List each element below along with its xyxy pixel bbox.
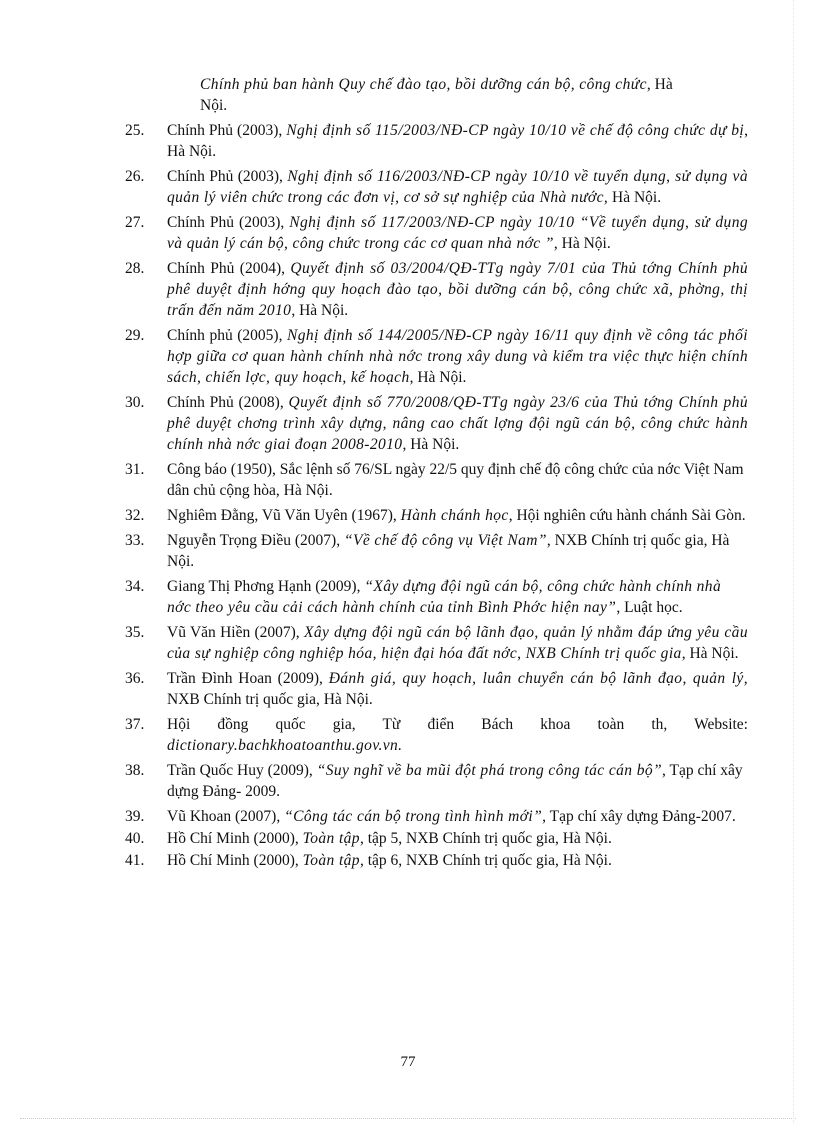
reference-title: dictionary.bachkhoatoanthu.gov.vn. [167, 737, 403, 754]
reference-author: Hồ Chí Minh (2000), [167, 852, 303, 869]
reference-tail: , Hà Nội. [409, 369, 467, 386]
reference-tail: , tập 6, NXB Chính trị quốc gia, Hà Nội. [359, 852, 612, 869]
page-number: 77 [400, 1054, 416, 1070]
reference-item [125, 576, 748, 618]
reference-title: Nghị định số 115/2003/NĐ-CP ngày 10/10 về chế độ công chức dự bị [286, 122, 745, 139]
page-bottom-divider [20, 1118, 796, 1119]
reference-author: Nghiêm Đằng, Vũ Văn Uyên (1967), [167, 507, 401, 524]
reference-number: 27. [125, 214, 145, 231]
reference-number: 31. [125, 461, 145, 478]
reference-title: “Công tác cán bộ trong tình hình mới” [284, 808, 543, 825]
reference-item [125, 120, 748, 162]
reference-title: Toàn tập [302, 852, 360, 869]
reference-tail: , tập 5, NXB Chính trị quốc gia, Hà Nội. [359, 830, 612, 847]
reference-tail: , Hà Nội. [402, 436, 460, 453]
reference-author: Hồ Chí Minh (2000), [167, 830, 303, 847]
reference-number: 38. [125, 762, 145, 779]
reference-number: 36. [125, 670, 145, 687]
reference-tail: , Hà Nội. [681, 645, 739, 662]
reference-author: Hội đồng quốc gia, Từ điển Bách khoa toàn th, Website: [167, 716, 748, 733]
reference-tail: , Tạp chí xây dựng Đảng- 2009. [167, 762, 743, 800]
reference-title: Đánh giá, quy hoạch, luân chuyển cán bộ lãnh đạo, quản lý, [328, 670, 748, 687]
reference-item [125, 258, 749, 321]
reference-number: 35. [125, 624, 145, 641]
reference-author: Nguyễn Trọng Điều (2007), [167, 532, 344, 549]
reference-title: Nghị định số 117/2003/NĐ-CP ngày 10/10 “Về tuyển dụng, sử dụng và quản lý cán bộ, công chức trong các cơ quan nhà nớc ” [167, 214, 749, 252]
reference-tail: , Hội nghiên cứu hành chánh Sài Gòn. [508, 507, 746, 524]
reference-item [125, 850, 748, 871]
reference-item [125, 166, 748, 208]
reference-item [125, 668, 748, 710]
reference-title: “Về chế độ công vụ Việt Nam” [343, 532, 547, 549]
reference-item [125, 806, 748, 827]
reference-number: 28. [125, 260, 145, 277]
reference-tail: , Hà Nội. [291, 302, 349, 319]
reference-author: Trần Đình Hoan (2009), [167, 670, 329, 687]
reference-number: 30. [125, 394, 145, 411]
reference-author: Chính Phủ (2003), [167, 122, 287, 139]
reference-number: 32. [125, 507, 145, 524]
reference-title: Nghị định số 116/2003/NĐ-CP ngày 10/10 về tuyển dụng, sử dụng và quản lý viên chức trong các đơn vị, cơ sở sự nghiệp của Nhà nước, [167, 168, 748, 206]
reference-number: 40. [125, 830, 145, 847]
reference-tail: , Tạp chí xây dựng Đảng-2007. [542, 808, 736, 825]
reference-title: Nghị định số 144/2005/NĐ-CP ngày 16/11 quy định về công tác phối hợp giữa cơ quan hành chính nhà nớc trong xây dung và kiểm tra việc thực hiện chính sách, chiến lợc, quy hoạch, kế hoạch [167, 327, 748, 386]
reference-title: “Suy nghĩ về ba mũi đột phá trong công tác cán bộ” [316, 762, 663, 779]
reference-tail: , Luật học. [616, 599, 683, 616]
reference-continuation [200, 74, 748, 116]
reference-tail: NXB Chính trị quốc gia, Hà Nội. [167, 691, 373, 708]
reference-item [125, 212, 749, 254]
reference-tail: , Hà Nội. [553, 235, 611, 252]
reference-author: Chính Phủ (2003), [167, 168, 288, 185]
reference-list [0, 74, 816, 871]
reference-author: Chính Phủ (2008), [167, 394, 289, 411]
continuation-tail: , Hà [646, 76, 673, 93]
reference-number: 41. [125, 852, 145, 869]
reference-item [125, 530, 748, 572]
reference-number: 25. [125, 122, 145, 139]
reference-author: Giang Thị Phơng Hạnh (2009), [167, 578, 365, 595]
reference-title: Xây dựng đội ngũ cán bộ lãnh đạo, quản lý nhằm đáp ứng yêu cầu của sự nghiệp công nghiệp hóa, hiện đại hóa đất nớc, NXB Chính trị quốc gia [167, 624, 748, 662]
reference-number: 39. [125, 808, 145, 825]
reference-author: Chính Phủ (2003), [167, 214, 290, 231]
reference-author: Công báo (1950), Sắc lệnh số 76/SL ngày 22/5 quy định chế độ công chức của nớc Việt Nam dân chủ cộng hòa, Hà Nội. [167, 461, 744, 499]
reference-item [125, 392, 748, 455]
reference-item [125, 459, 748, 501]
reference-number: 37. [125, 716, 145, 733]
reference-title: Toàn tập [302, 830, 360, 847]
reference-author: Chính phủ (2005), [167, 327, 288, 344]
reference-item [125, 760, 748, 802]
reference-item [125, 325, 748, 388]
reference-number: 34. [125, 578, 145, 595]
reference-author: Vũ Khoan (2007), [167, 808, 285, 825]
reference-number: 29. [125, 327, 145, 344]
reference-tail: Hà Nội. [608, 189, 662, 206]
continuation-title: Chính phủ ban hành Quy chế đào tạo, bồi dưỡng cán bộ, công chức [200, 76, 647, 93]
reference-author: Chính Phủ (2004), [167, 260, 291, 277]
page-right-divider [793, 0, 794, 1123]
reference-number: 26. [125, 168, 145, 185]
reference-number: 33. [125, 532, 145, 549]
reference-title: Quyết định số 03/2004/QĐ-TTg ngày 7/01 của Thủ tớng Chính phủ phê duyệt định hớng quy hoạch đào tạo, bồi dưỡng cán bộ, công chức xã, phờng, thị trấn đến năm 2010 [167, 260, 749, 319]
reference-tail: , NXB Chính trị quốc gia, Hà Nội. [167, 532, 730, 570]
reference-item [125, 622, 748, 664]
reference-item [125, 828, 748, 849]
reference-title: “Xây dựng đội ngũ cán bộ, công chức hành chính nhà nớc theo yêu cầu cải cách hành chính của tỉnh Bình Phớc hiện nay” [167, 578, 722, 616]
continuation-line2: Nội. [200, 97, 228, 114]
reference-title: Hành chánh học [400, 507, 509, 524]
reference-author: Trần Quốc Huy (2009), [167, 762, 317, 779]
reference-tail: , Hà Nội. [167, 122, 748, 160]
reference-item [125, 714, 748, 756]
reference-author: Vũ Văn Hiền (2007), [167, 624, 304, 641]
reference-title: Quyết định số 770/2008/QĐ-TTg ngày 23/6 của Thủ tớng Chính phủ phê duyệt chơng trình xây dựng, nâng cao chất lợng đội ngũ cán bộ, công chức hành chính nhà nớc giai đoạn 2008-2010 [167, 394, 748, 453]
reference-item [125, 505, 748, 526]
